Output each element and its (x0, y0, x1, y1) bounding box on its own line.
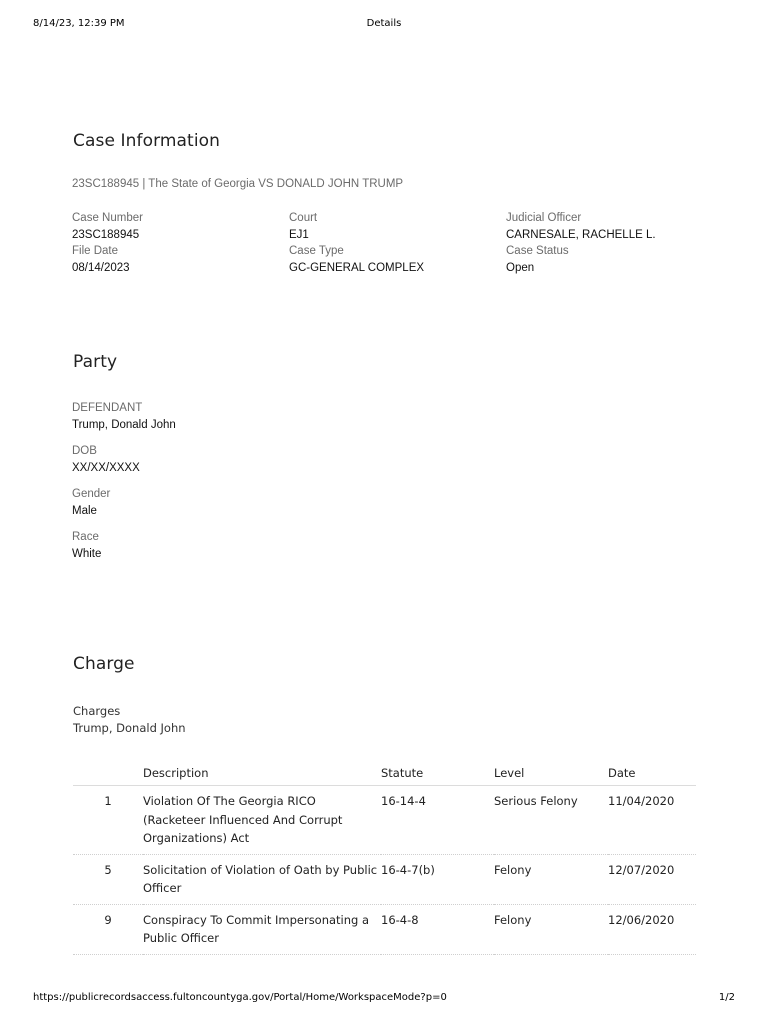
case-status-label: Case Status (506, 245, 569, 257)
charge-number: 1 (73, 786, 143, 855)
charge-level: Felony (494, 854, 608, 904)
race-label: Race (72, 531, 99, 543)
judicial-officer-value: CARNESALE, RACHELLE L. (506, 228, 656, 241)
case-caption: 23SC188945 | The State of Georgia VS DONALD JOHN TRUMP (72, 178, 404, 190)
party-dob (72, 443, 140, 476)
judicial-officer-label: Judicial Officer (506, 212, 582, 224)
charge-description: Solicitation of Violation of Oath by Public Officer (143, 854, 381, 904)
case-type-value: GC-GENERAL COMPLEX (289, 261, 425, 274)
col-level-header: Level (494, 761, 608, 786)
case-info-col-left (72, 210, 282, 276)
court-value: EJ1 (289, 228, 309, 241)
charge-description: Violation Of The Georgia RICO (Racketeer Influenced And Corrupt Organizations) Act (143, 786, 381, 855)
gender-value: Male (72, 504, 97, 517)
case-information-heading: Case Information (73, 131, 221, 151)
table-row (73, 786, 696, 855)
charge-heading: Charge (73, 654, 135, 674)
table-row (73, 904, 696, 954)
print-header (0, 18, 768, 32)
party-heading: Party (73, 352, 118, 372)
file-date-label: File Date (72, 245, 119, 257)
charges-label: Charges (73, 704, 121, 718)
charge-statute: 16-14-4 (381, 786, 494, 855)
party-name: Trump, Donald John (72, 418, 176, 431)
col-description-header: Description (143, 761, 381, 786)
dob-value: XX/XX/XXXX (72, 461, 140, 474)
file-date-value: 08/14/2023 (72, 261, 130, 274)
case-status-value: Open (506, 261, 535, 274)
charge-defendant-name: Trump, Donald John (73, 720, 186, 735)
charge-description: Conspiracy To Commit Impersonating a Public Officer (143, 904, 381, 954)
charge-level: Serious Felony (494, 786, 608, 855)
charges-table (73, 761, 696, 955)
print-page-title: Details (366, 18, 402, 29)
case-info-col-right (506, 210, 716, 276)
print-timestamp: 8/14/23, 12:39 PM (33, 18, 125, 29)
dob-label: DOB (72, 445, 97, 457)
col-statute-header: Statute (381, 761, 494, 786)
charges-table-header (73, 761, 696, 786)
charge-number: 9 (73, 904, 143, 954)
party-gender (72, 486, 110, 519)
charge-statute: 16-4-7(b) (381, 854, 494, 904)
gender-label: Gender (72, 488, 111, 500)
case-number-label: Case Number (72, 212, 143, 224)
charge-statute: 16-4-8 (381, 904, 494, 954)
source-url: https://publicrecordsaccess.fultoncountyga.gov/Portal/Home/WorkspaceMode?p=0 (33, 992, 447, 1003)
charge-number: 5 (73, 854, 143, 904)
case-info-col-middle (289, 210, 499, 276)
page-number: 1/2 (718, 992, 735, 1003)
col-date-header: Date (608, 761, 696, 786)
party-role-label: DEFENDANT (72, 402, 143, 414)
race-value: White (72, 547, 102, 560)
court-label: Court (289, 212, 318, 224)
col-number-header (73, 761, 143, 786)
charge-date: 12/07/2020 (608, 854, 696, 904)
charge-level: Felony (494, 904, 608, 954)
charge-date: 12/06/2020 (608, 904, 696, 954)
charge-intro (73, 703, 186, 736)
party-race (72, 529, 101, 562)
case-number-value: 23SC188945 (72, 228, 140, 241)
case-type-label: Case Type (289, 245, 344, 257)
party-role (72, 400, 176, 433)
table-row (73, 854, 696, 904)
charge-date: 11/04/2020 (608, 786, 696, 855)
